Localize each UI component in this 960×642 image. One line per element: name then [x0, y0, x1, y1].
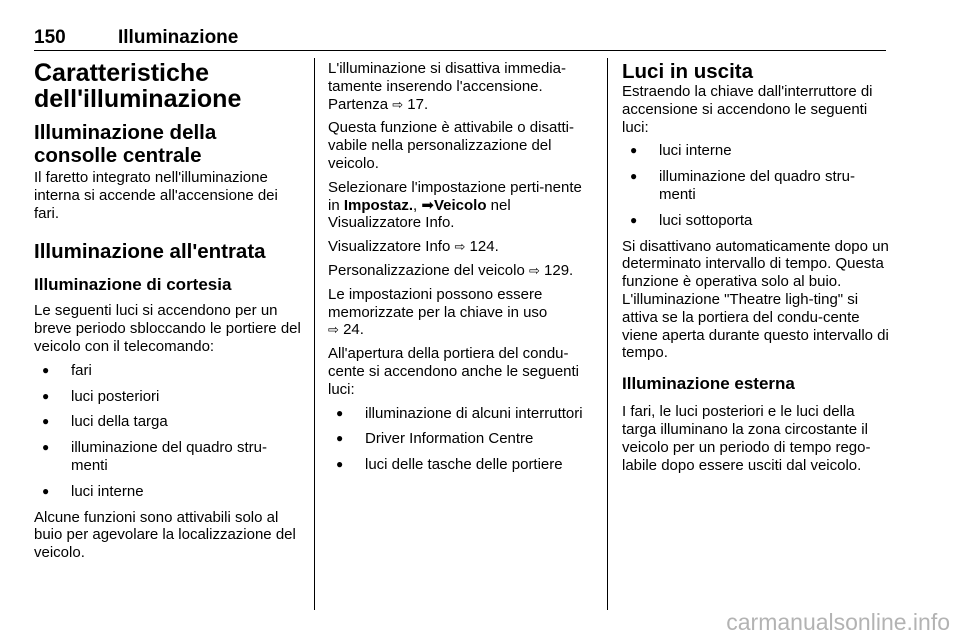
page-header: [34, 27, 886, 51]
page-reference-arrow-icon: ⇨: [454, 239, 466, 255]
column-1: [34, 60, 302, 568]
paragraph: [328, 262, 592, 280]
header-rule: [34, 50, 886, 51]
list-item: ● fari: [34, 362, 302, 380]
list-item: ● illuminazione del quadro stru-menti: [622, 168, 890, 204]
paragraph: [328, 238, 592, 256]
menu-arrow-icon: ➡: [421, 196, 434, 214]
column-divider: [607, 58, 608, 610]
list-item: ● Driver Information Centre: [328, 430, 592, 448]
page-ref-link[interactable]: 124.: [469, 238, 499, 256]
courtesy-intro-text: Le seguenti luci si accendono per un breve periodo sbloccando le portiere del veicolo con il telecomando:: [34, 302, 301, 355]
paragraph-text: Selezionare l'impostazione perti-nente in: [328, 178, 582, 214]
door-lights-list: [328, 405, 592, 474]
page-ref-link[interactable]: 17.: [407, 95, 429, 113]
exterior-lighting-text: I fari, le luci posteriori e le luci della targa illuminano la zona circostante il veicolo per un periodo di tempo rego-labile dopo essere usciti dal veicolo.: [622, 403, 871, 474]
list-item: ● luci interne: [34, 483, 302, 501]
exit-lighting-heading: Luci in uscita: [622, 60, 753, 83]
page-number: 150: [34, 27, 66, 48]
paragraph: [328, 286, 592, 339]
exit-intro-text: Estraendo la chiave dall'interruttore di accensione si accendono le seguenti luci:: [622, 83, 873, 136]
chapter-title: Illuminazione: [118, 27, 239, 48]
paragraph-text: L'illuminazione si disattiva immedia-tamente inserendo l'accensione. Partenza: [328, 60, 566, 113]
page-reference-arrow-icon: ⇨: [328, 322, 339, 338]
list-item: ● luci della targa: [34, 413, 302, 431]
paragraph: [328, 179, 592, 232]
list-item: ● luci delle tasche delle portiere: [328, 456, 592, 474]
list-item: ● luci posteriori: [34, 388, 302, 406]
menu-item-impostaz: Impostaz.: [343, 196, 414, 214]
page-reference-arrow-icon: ⇨: [392, 96, 404, 112]
page-ref-link[interactable]: 24.: [343, 321, 364, 339]
paragraph-text: Personalizzazione del veicolo: [328, 261, 525, 279]
paragraph: Questa funzione è attivabile o disatti-vabile nella personalizzazione del veicolo.: [328, 119, 574, 172]
paragraph-text: nel Visualizzatore Info.: [328, 196, 511, 232]
exit-description-text: Si disattivano automaticamente dopo un determinato intervallo di tempo. Questa funzione è operativa solo al buio. L'illuminazione "Theatre ligh-ting" si attiva se la portiera del condu-cente viene aperta durante questo intervallo di tempo.: [622, 237, 889, 362]
section-title: Caratteristiche dell'illuminazione: [34, 59, 242, 113]
exit-lights-list: [622, 142, 890, 229]
watermark: carmanualsonline.info: [726, 609, 950, 635]
paragraph: All'apertura della portiera del condu-cente si accendono anche le seguenti luci:: [328, 345, 580, 398]
closing-text: Alcune funzioni sono attivabili solo al buio per agevolare la localizzazione del veicolo.: [34, 508, 296, 562]
paragraph: [328, 60, 592, 113]
list-item: ● luci sottoporta: [622, 212, 890, 230]
exterior-lighting-heading: Illuminazione esterna: [622, 374, 795, 394]
courtesy-lights-list: [34, 362, 302, 501]
list-item: ● luci interne: [622, 142, 890, 160]
paragraph-text: Le impostazioni possono essere memorizzate per la chiave in uso: [328, 285, 548, 321]
separator: ,: [413, 196, 422, 214]
column-2: [328, 60, 592, 482]
courtesy-lighting-heading: Illuminazione di cortesia: [34, 275, 232, 295]
list-item: ● illuminazione di alcuni interruttori: [328, 405, 592, 423]
list-item: ● illuminazione del quadro stru-menti: [34, 439, 302, 475]
menu-item-veicolo: Veicolo: [433, 196, 487, 214]
entry-lighting-heading: Illuminazione all'entrata: [34, 240, 266, 264]
column-3: [622, 60, 890, 480]
page-ref-link[interactable]: 129.: [544, 261, 574, 279]
console-lighting-text: Il faretto integrato nell'illuminazione interna si accende all'accensione dei fari.: [34, 169, 278, 222]
console-lighting-heading: Illuminazione della consolle centrale: [34, 121, 217, 167]
page-reference-arrow-icon: ⇨: [528, 262, 540, 278]
paragraph-text: Visualizzatore Info: [328, 238, 451, 256]
column-divider: [314, 58, 315, 610]
